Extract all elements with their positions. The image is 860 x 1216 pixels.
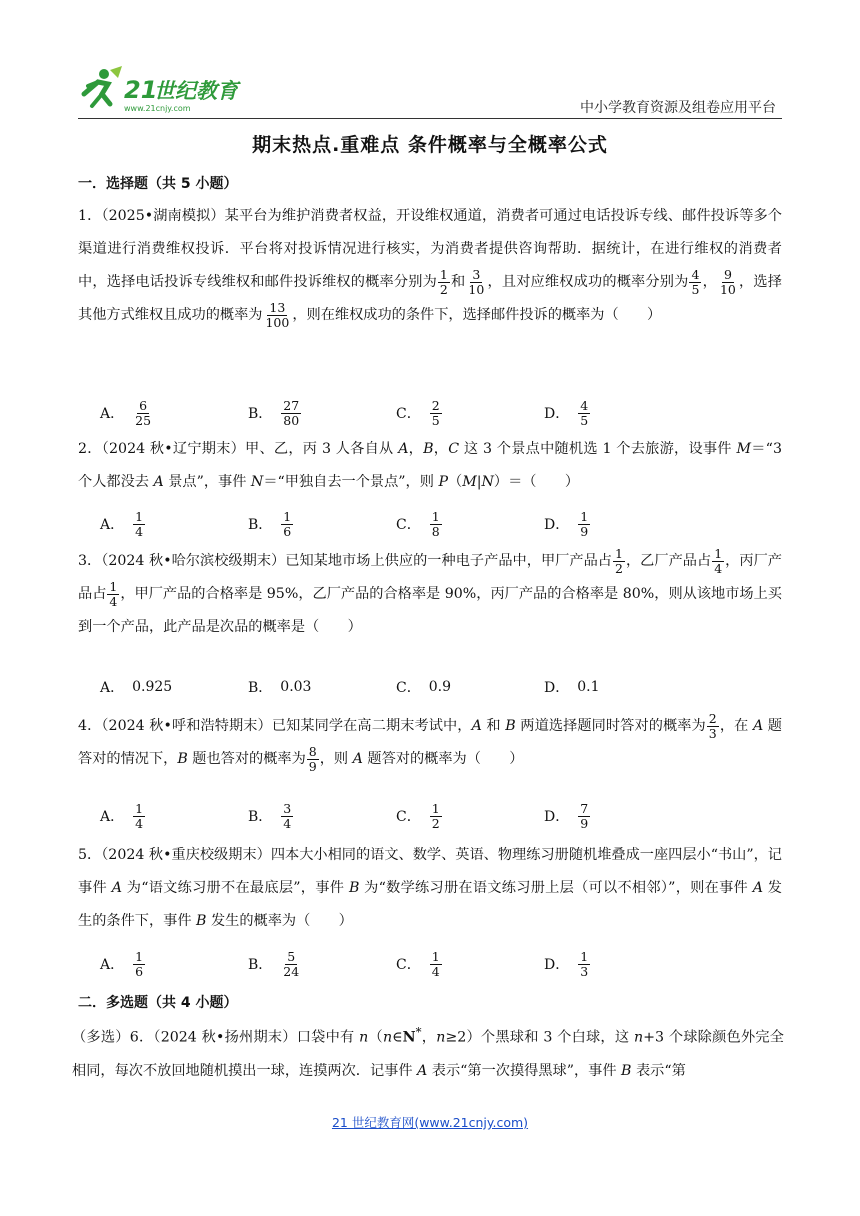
question-2-options [100,504,780,544]
section-heading-single: 一．选择题（共 5 小题） [78,176,238,192]
option-c[interactable]: C． $\frac{1}{2}$ [396,800,440,831]
option-a[interactable]: A． $\frac{1}{4}$ [100,800,144,831]
option-c[interactable]: C． $\frac{1}{8}$ [396,508,440,539]
option-a[interactable]: A． $\frac{1}{6}$ [100,948,144,979]
question-4-options [100,796,780,836]
option-b[interactable]: B． $\frac{3}{4}$ [248,800,292,831]
option-a[interactable]: A． 0.925 [100,679,173,696]
option-b[interactable]: B． $\frac{5}{24}$ [248,948,300,979]
option-d[interactable]: D． $\frac{7}{9}$ [544,800,589,831]
header-divider [78,118,782,119]
question-3: 3．（2024 秋•哈尔滨校级期末）已知某地市场上供应的一种电子产品中，甲厂产品占 $\frac{1}{2}$ ，乙厂产品占 $\frac{1}{4}$ ，丙厂产品占 $\frac{1}{4}$ ，甲厂产品的合格率是 95%，乙厂产品的合格率是 90%，丙厂产品的合格率是 80%，则从该地市场上买到一个产品，此产品是次品的概率是（ ） [78,545,782,635]
option-b[interactable]: B． $\frac{1}{6}$ [248,508,292,539]
question-1: 1．（2025•湖南模拟）某平台为维护消费者权益，开设维权通道，消费者可通过电话投诉专线、邮件投诉等多个渠道进行消费维权投诉．平台将对投诉情况进行核实，为消费者提供咨询帮助．据统计，在进行维权的消费者中，选择电话投诉专线维权和邮件投诉维权的概率分别为 $\frac{1}{2}$ 和 $\frac{3}{10}$ ，且对应维权成功的概率分别为 $\frac{4}{5}$ ， $\frac{9}{10}$ ，选择其他方式维权且成功的概率为 $\frac{13}{100}$ ，则在维权成功的条件下，选择邮件投诉的概率为（ ） [78,208,782,330]
question-2: 2．（2024 秋•辽宁期末）甲、乙，丙 3 人各自从 A，B，C 这 3 个景点中随机选 1 个去旅游，设事件 M＝“3 个人都没去 A 景点”，事件 N＝“甲独自去一个景点”，则 P（M|N）＝（ ） [78,441,782,490]
option-b[interactable]: B． $\frac{27}{80}$ [248,397,300,428]
option-a[interactable]: A． $\frac{1}{4}$ [100,508,144,539]
option-d[interactable]: D． $\frac{1}{9}$ [544,508,589,539]
footer-link[interactable]: 21 世纪教育网(www.21cnjy.com) [331,1115,529,1130]
option-d[interactable]: D． $\frac{4}{5}$ [544,397,589,428]
option-c[interactable]: C． 0.9 [396,679,451,696]
question-4: 4．（2024 秋•呼和浩特期末）已知某同学在高二期末考试中，A 和 B 两道选择题同时答对的概率为 $\frac{2}{3}$ ，在 A 题答对的情况下，B 题也答对的概率为 $\frac{8}{9}$ ，则 A 题答对的概率为（ ） [78,710,782,774]
page-title: 期末热点.重难点 条件概率与全概率公式 [252,134,608,156]
platform-name: 中小学教育资源及组卷应用平台 [580,100,776,116]
option-c[interactable]: C． $\frac{1}{4}$ [396,948,440,979]
question-5: 5．（2024 秋•重庆校级期末）四本大小相同的语文、数学、英语、物理练习册随机堆叠成一座四层小“书山”，记事件 A 为“语文练习册不在最底层”，事件 B 为“数学练习册在语文练习册上层（可以不相邻）”，则在事件 A 发生的条件下，事件 B 发生的概率为（ ） [78,847,782,929]
option-d[interactable]: D． $\frac{1}{3}$ [544,948,589,979]
option-a[interactable]: A． $\frac{6}{25}$ [100,397,152,428]
svg-text:21: 21 [124,76,158,104]
option-c[interactable]: C． $\frac{2}{5}$ [396,397,440,428]
svg-text:世纪教育: 世纪教育 [154,79,238,103]
runner-icon [84,66,122,106]
option-b[interactable]: B． 0.03 [248,679,312,696]
page-footer [0,1113,860,1131]
site-logo [78,64,258,116]
section-heading-multi: 二．多选题（共 4 小题） [78,995,238,1011]
question-6: （多选）6．（2024 秋•扬州期末）口袋中有 n（n∈N*，n≥2）个黑球和 3 个白球，这 n+3 个球除颜色外完全相同，每次不放回地随机摸出一球，连摸两次．记事件 A 表示“第一次摸得黑球”，事件 B 表示“第 [72,1025,784,1079]
option-d[interactable]: D． 0.1 [544,679,600,696]
question-5-options [100,944,780,984]
question-1-options [100,393,780,433]
svg-text:www.21cnjy.com: www.21cnjy.com [124,104,191,113]
question-3-options [100,667,780,707]
